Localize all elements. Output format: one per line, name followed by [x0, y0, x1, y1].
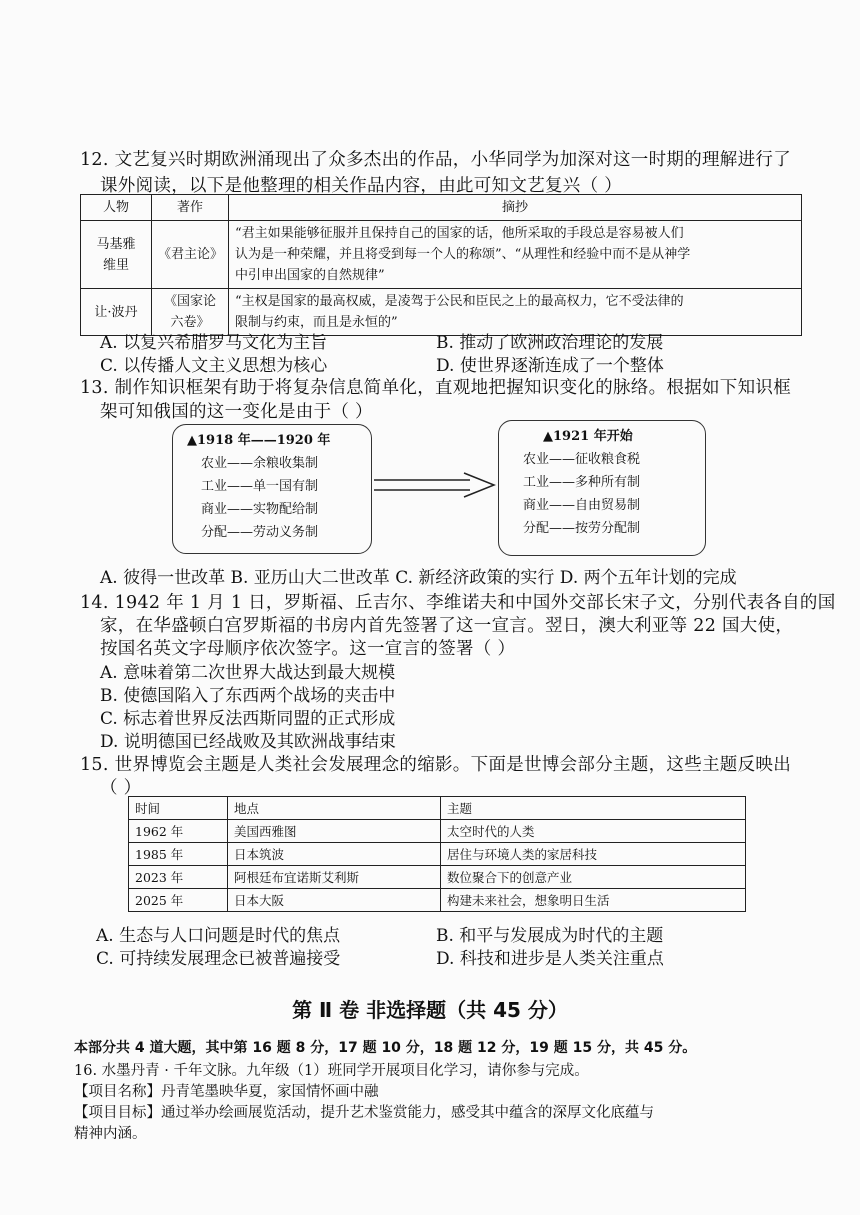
q14-option-d[interactable]: D. 说明德国已经战败及其欧洲战事结束: [100, 732, 396, 752]
project-goal-line2: 精神内涵。: [74, 1126, 147, 1142]
frame-item: 商业——自由贸易制: [523, 498, 641, 513]
cell-text: 中引申出国家的自然规律”: [235, 268, 385, 283]
q12-option-c[interactable]: C. 以传播人文主义思想为核心: [100, 356, 328, 376]
arrow-right-icon: [372, 470, 498, 500]
table-header-row: [81, 195, 802, 221]
cell-text: “君主如果能够征服并且保持自己的国家的话，他所采取的手段总是容易被人们: [235, 226, 684, 241]
q12-stem-line2: 课外阅读，以下是他整理的相关作品内容，由此可知文艺复兴（ ）: [100, 176, 623, 196]
table-cell: 2025 年: [129, 889, 228, 912]
q12-option-d[interactable]: D. 使世界逐渐连成了一个整体: [436, 356, 664, 376]
table-header: 人物: [81, 195, 152, 221]
q14-option-a[interactable]: A. 意味着第二次世界大战达到最大规模: [100, 663, 396, 683]
table-cell-person: 让·波丹: [81, 289, 152, 336]
table-header: 主题: [441, 797, 746, 820]
frame-item: 分配——按劳分配制: [523, 521, 641, 536]
q12-option-b[interactable]: B. 推动了欧洲政治理论的发展: [436, 333, 664, 353]
q12-option-a[interactable]: A. 以复兴希腊罗马文化为主旨: [100, 333, 328, 353]
q14-stem-line1: 14. 1942 年 1 月 1 日，罗斯福、丘吉尔、李维诺夫和中国外交部长宋子文，分别代表各自的国: [80, 593, 836, 613]
table-cell: 居住与环境人类的家居科技: [441, 843, 746, 866]
q15-option-c[interactable]: C. 可持续发展理念已被普遍接受: [96, 949, 341, 969]
table-cell: 2023 年: [129, 866, 228, 889]
q15-option-a[interactable]: A. 生态与人口问题是时代的焦点: [96, 926, 341, 946]
q13-stem-line1: 13. 制作知识框架有助于将复杂信息简单化，直观地把握知识变化的脉络。根据如下知识框: [80, 378, 791, 398]
section-2-title: 第 Ⅱ 卷 非选择题（共 45 分）: [292, 998, 568, 1022]
cell-text: 限制与约束，而且是永恒的”: [235, 315, 398, 330]
q14-option-c[interactable]: C. 标志着世界反法西斯同盟的正式形成: [100, 709, 396, 729]
frame-item: 农业——余粮收集制: [201, 456, 319, 471]
table-cell: 1985 年: [129, 843, 228, 866]
project-goal-line1: 【项目目标】通过举办绘画展览活动，提升艺术鉴赏能力，感受其中蕴含的深厚文化底蕴与: [74, 1105, 654, 1121]
cell-text: 《国家论: [163, 294, 216, 309]
frame-item: 分配——劳动义务制: [201, 525, 319, 540]
table-cell: 太空时代的人类: [441, 820, 746, 843]
table-cell-person: [81, 221, 152, 289]
cell-text: 六卷》: [170, 315, 210, 330]
q13-stem-line2: 架可知俄国的这一变化是由于（ ）: [100, 402, 373, 422]
frame-item: 农业——征收粮食税: [523, 452, 641, 467]
q15-stem-line1: 15. 世界博览会主题是人类社会发展理念的缩影。下面是世博会部分主题，这些主题反映出: [80, 755, 791, 775]
cell-text: 认为是一种荣耀，并且将受到每一个人的称颂”、“从理性和经验中而不是从神学: [235, 247, 691, 262]
q15-stem-line2: （ ）: [100, 778, 142, 798]
knowledge-frame-before: [172, 424, 372, 554]
q14-option-b[interactable]: B. 使德国陷入了东西两个战场的夹击中: [100, 686, 396, 706]
project-name: 【项目名称】丹青笔墨映华夏，家国情怀画中融: [74, 1084, 379, 1100]
q12-stem-line1: 12. 文艺复兴时期欧洲涌现出了众多杰出的作品，小华同学为加深对这一时期的理解进行了: [80, 150, 791, 170]
table-header: 地点: [228, 797, 441, 820]
cell-text: 马基雅: [96, 236, 136, 252]
table-cell: 阿根廷布宜诺斯艾利斯: [228, 866, 441, 889]
table-cell: 日本筑波: [228, 843, 441, 866]
table-cell: 构建未来社会，想象明日生活: [441, 889, 746, 912]
frame-item: 商业——实物配给制: [201, 502, 319, 517]
q13-options[interactable]: A. 彼得一世改革 B. 亚历山大二世改革 C. 新经济政策的实行 D. 两个五年计划的完成: [100, 568, 737, 588]
table-cell-excerpt: [229, 221, 802, 289]
q15-table: [128, 796, 746, 912]
table-row: [129, 843, 746, 866]
frame-item: 工业——单一国有制: [201, 479, 319, 494]
table-cell: 美国西雅图: [228, 820, 441, 843]
section-2-intro: 本部分共 4 道大题，其中第 16 题 8 分，17 题 10 分，18 题 12 分，19 题 15 分，共 45 分。: [74, 1040, 697, 1056]
table-cell: 1962 年: [129, 820, 228, 843]
frame-title: ▲1921 年开始: [543, 429, 633, 444]
table-header: 摘抄: [229, 195, 802, 221]
table-cell: 数位聚合下的创意产业: [441, 866, 746, 889]
table-cell: 日本大阪: [228, 889, 441, 912]
table-cell-work: 《君主论》: [152, 221, 229, 289]
knowledge-frame-after: [498, 420, 706, 556]
q12-table: [80, 194, 802, 336]
cell-text: 维里: [102, 257, 129, 273]
table-row: [129, 866, 746, 889]
table-row: [129, 889, 746, 912]
table-header: 时间: [129, 797, 228, 820]
q14-stem-line3: 按国名英文字母顺序依次签字。这一宣言的签署（ ）: [100, 639, 516, 659]
q15-option-d[interactable]: D. 科技和进步是人类关注重点: [436, 949, 664, 969]
q16-stem: 16. 水墨丹青 · 千年文脉。九年级（1）班同学开展项目化学习，请你参与完成。: [74, 1063, 589, 1079]
frame-item: 工业——多种所有制: [523, 475, 641, 490]
frame-title: ▲1918 年——1920 年: [187, 433, 331, 448]
table-row: [81, 221, 802, 289]
table-header-row: [129, 797, 746, 820]
table-row: [129, 820, 746, 843]
table-header: 著作: [152, 195, 229, 221]
cell-text: “主权是国家的最高权威，是凌驾于公民和臣民之上的最高权力，它不受法律的: [235, 294, 684, 309]
q14-stem-line2: 家，在华盛顿白宫罗斯福的书房内首先签署了这一宣言。翌日，澳大利亚等 22 国大使，: [100, 616, 794, 636]
q15-option-b[interactable]: B. 和平与发展成为时代的主题: [436, 926, 664, 946]
